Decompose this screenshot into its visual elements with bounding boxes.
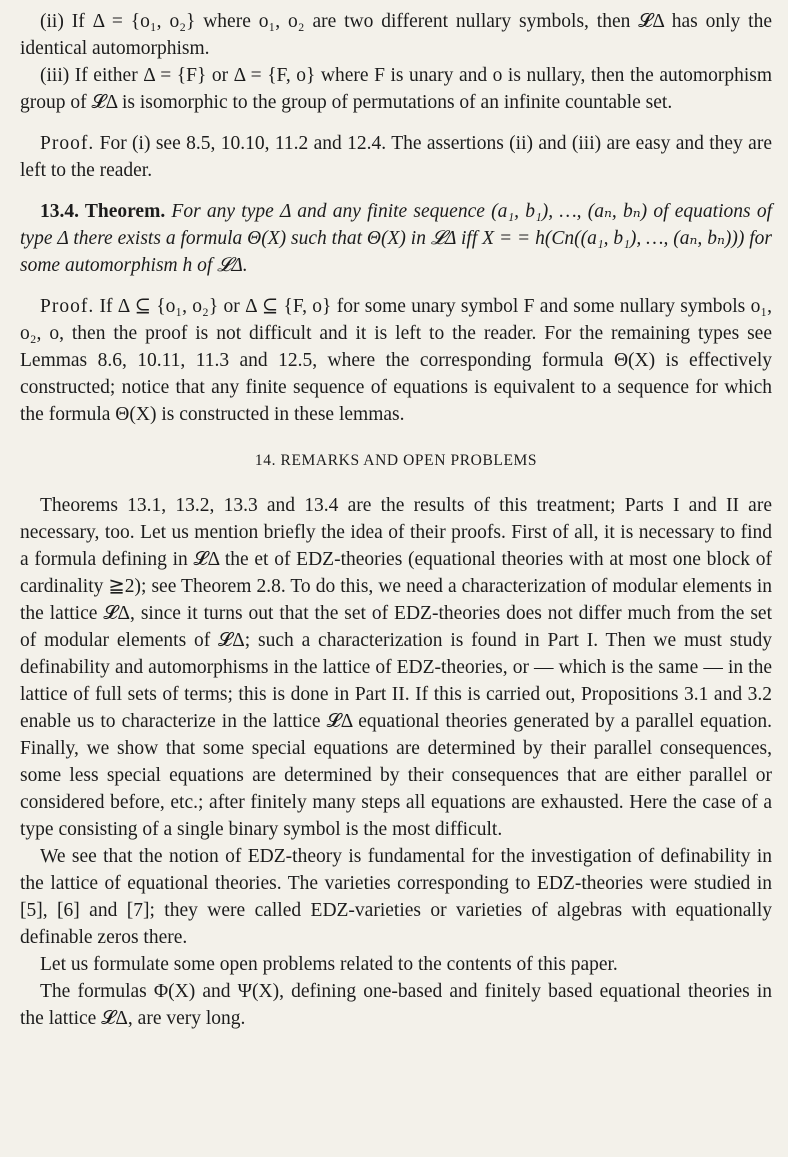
proof-1-text: For (i) see 8.5, 10.10, 11.2 and 12.4. The assertions (ii) and (iii) are easy and they are left to the reader. — [20, 133, 772, 181]
section-title: 14. REMARKS AND OPEN PROBLEMS — [254, 452, 538, 469]
paragraph-3 — [20, 951, 772, 978]
item-ii — [20, 8, 772, 62]
paragraph-3-text: Let us formulate some open problems related to the contents of this paper. — [40, 954, 618, 975]
proof-2-label: Proof. — [40, 296, 95, 317]
item-iii-text: (iii) If either Δ = {F} or Δ = {F, o} where F is unary and o is nullary, then the automorphism group of 𝓛Δ is isomorphic to the group of permutations of an infinite countable set. — [20, 65, 772, 113]
item-ii-text: (ii) If Δ = {o₁, o₂} where o₁, o₂ are two different nullary symbols, then 𝓛Δ has only the identical automorphism. — [20, 11, 772, 59]
proof-1-label: Proof. — [40, 133, 95, 154]
paragraph-2-text: We see that the notion of EDZ-theory is fundamental for the investigation of definability in the lattice of equational theories. The varieties corresponding to EDZ-theories were studied in [5], [6] and [7]; they were called EDZ-varieties or varieties of algebras with equationally definable zeros there. — [20, 846, 772, 948]
paragraph-1 — [20, 492, 772, 843]
theorem-text: For any type Δ and any finite sequence (a₁, b₁), …, (aₙ, bₙ) of equations of type Δ there exists a formula Θ(X) such that Θ(X) in 𝓛Δ iff X = = h(Cn((a₁, b₁), …, (aₙ, bₙ))) for some automorphism h of 𝓛Δ. — [20, 201, 772, 276]
paragraph-2 — [20, 843, 772, 951]
paragraph-4-text: The formulas Φ(X) and Ψ(X), defining one-based and finitely based equational theories in the lattice 𝓛Δ, are very long. — [20, 981, 772, 1029]
paper-page — [20, 8, 772, 1032]
theorem-13-4 — [20, 198, 772, 279]
item-iii — [20, 62, 772, 116]
paragraph-4 — [20, 978, 772, 1032]
proof-1 — [20, 130, 772, 184]
proof-2-text: If Δ ⊆ {o₁, o₂} or Δ ⊆ {F, o} for some unary symbol F and some nullary symbols o₁, o₂, o, then the proof is not difficult and it is left to the reader. For the remaining types see Lemmas 8.6, 10.11, 11.3 and 12.5, where the corresponding formula Θ(X) is effectively constructed; notice that any finite sequence of equations is equivalent to a sequence for which the formula Θ(X) is constructed in these lemmas. — [20, 296, 772, 425]
theorem-label: 13.4. Theorem. — [40, 201, 166, 222]
paragraph-1-text: Theorems 13.1, 13.2, 13.3 and 13.4 are the results of this treatment; Parts I and II are necessary, too. Let us mention briefly the idea of their proofs. First of all, it is necessary to find a formula defining in 𝓛Δ the et of EDZ-theories (equational theories with at most one block of cardinality ≧2); see Theorem 2.8. To do this, we need a characterization of modular elements in the lattice 𝓛Δ, since it turns out that the set of EDZ-theories does not differ much from the set of modular elements of 𝓛Δ; such a characterization is found in Part I. Then we must study definability and automorphisms in the lattice of EDZ-theories, or — which is the same — in the lattice of full sets of terms; this is done in Part II. If this is carried out, Propositions 3.1 and 3.2 enable us to characterize in the lattice 𝓛Δ equational theories generated by a parallel equation. Finally, we show that some special equations are determined by their parallel consequences, some less special equations are determined by their consequences that are either parallel or considered before, etc.; after finitely many steps all equations are exhausted. Here the case of a type consisting of a single binary symbol is the most difficult. — [20, 495, 772, 840]
proof-2 — [20, 293, 772, 428]
